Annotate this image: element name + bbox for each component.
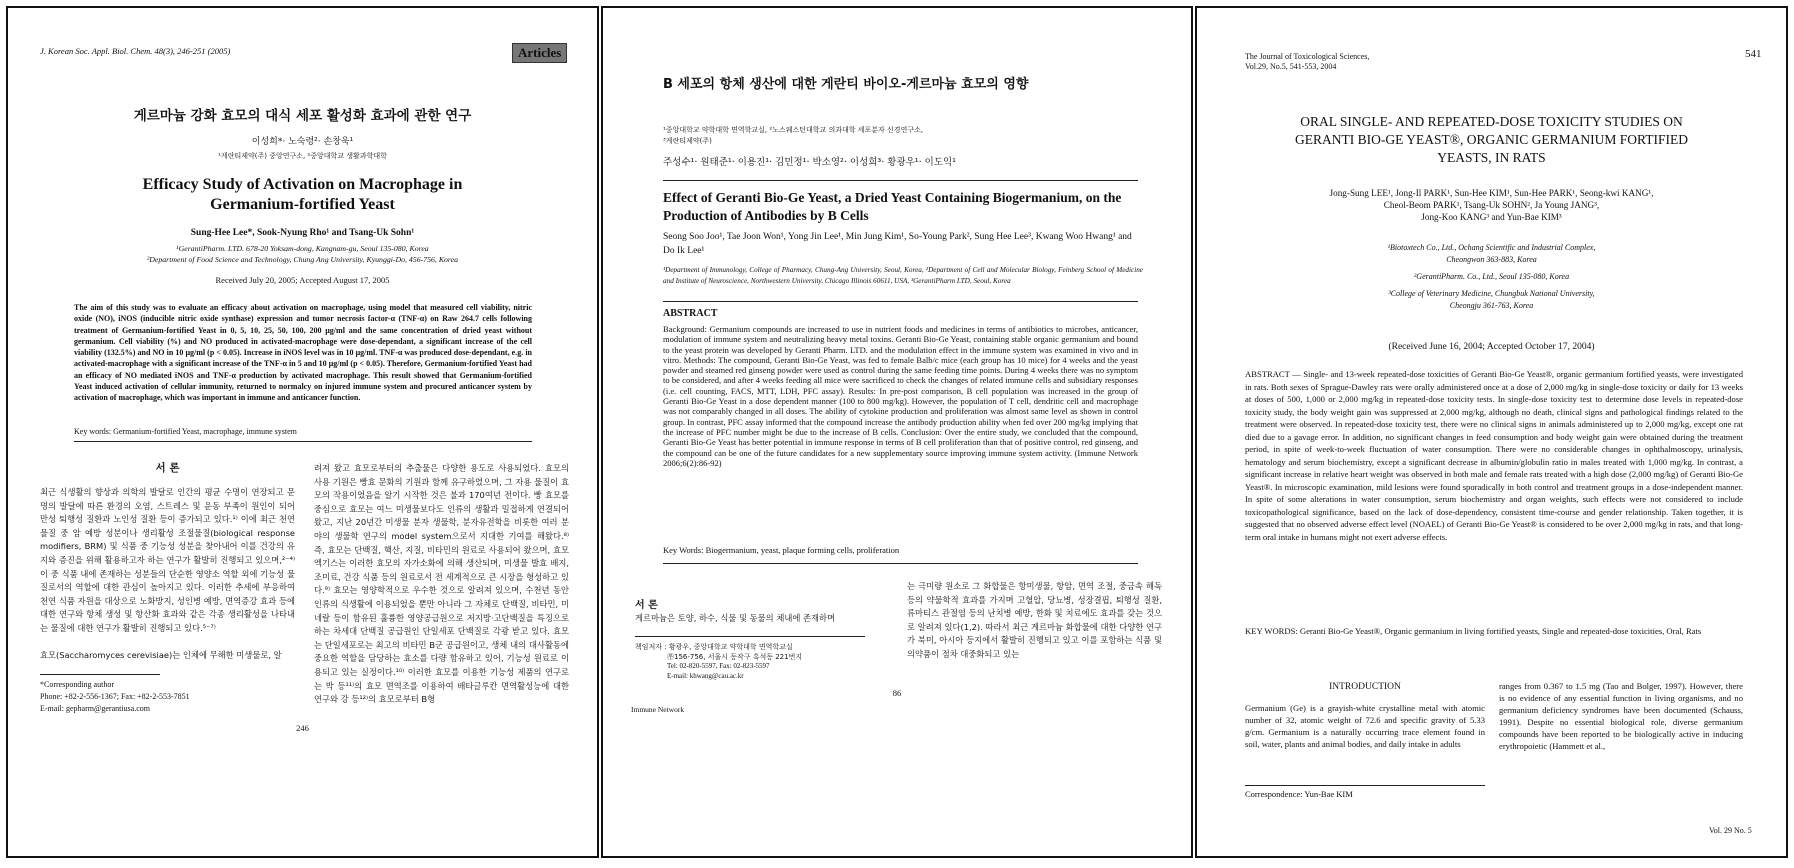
abstract: ABSTRACT — Single- and 13-week repeated-dose toxicities of Geranti Bio-Ge Yeast®, organic germanium fortified yeasts, were investigated in rats. Both sexes of Sprague-Dawley rats were orally administered once at a dose of 2,000 mg/kg in single-dose toxicity or daily for 13 weeks at doses of 500, 1,000 or 2,000 mg/kg in repeated-dose toxicity tests. In single-dose toxicity test to determine dose levels in repeated-dose toxicity study, the body weight gain was suppressed at 2,000 mg/kg, although no death, clinical signs and pathological findings related to the treatment were observed. In repeated-dose toxicity test, there were no clinical signs in animals administered up to 2,000 mg/kg, except one rat died due to a gavage error. In addition, no significant changes in feed consumption and body weight gain were obtained during the treatment period, in spite of week-to-week fluctuation of water consumption. There were no considerable changes in ophthalmoscopy, urinalysis, hematology and serum biochemistry, except a significant decrease in albumin/globulin ratio in males treated with 1,000 mg/kg. In contrast, a significant increase in relative heart weight was observed in both male and female rats treated with a high dose (2,000 mg/kg) of Geranti Bio-Ge Yeast®. In microscopic examination, mild lesions were found sporadically in both control and treatment groups in a dose-independent manner. In spite of some alterations in water consumption, serum biochemistry and organ weights, such effects were not considered to include toxicopathological significance, based on the lack of dose-dependency, consistent time-course and gender relationship. Taken together, it is suggested that no observed adverse effect level (NOAEL) of Geranti Bio-Ge Yeast® is considered to be over 2,000 mg/kg in rats, and that long-term oral intake in humans might not exert adverse effects. — [1245, 369, 1743, 542]
abstract: Background: Germanium compounds are increased to use in nutrient foods and medicines in terms of antibiotics to microbes, anticancer, modulation of immune system and neutralizing heavy metal toxins. Geranti Bio-Ge Yeast, containing stable organic germanium and bound to the yeast protein was developed by Geranti Pharm. LTD. and the modulation effect in the immune system was examined in vivo and in vitro. Methods: The compound, Geranti Bio-Ge Yeast, was fed to female Balb/c mice (each group has 10 mice) for 4 weeks and the yeast powder and steamed red ginseng powder were used as control during the same feeding time points. During 4 weeks there was no symptom to be considered, and after 4 weeks feeding all mice were sacrificed to check the changes of related immune cells and subsidiary responses (i.e. cell counting, FACS, MTT, LDH, PFC assay). Results: In pre-post comparison, B cell population was increased in the group of Geranti Bio-Ge Yeast in a dose dependent manner (100 to 800 mg/kg). However, the population of T cell, dendritic cell and macrophage was not comparably changed in all doses. The ability of cytokine production and proliferation was almost same level as shown in control group. In contrast, PFC assay informed that the compound increase the antibody production ability when fed over 200 mg/kg implying that the increase of PFC number might be due to the increase of B cells. Conclusion: Over the entire study, we concluded that the compound, Geranti Bio-Ge Yeast has better potential in immune response in terms of B cell proliferation than that of positive control, red ginseng, and the compound can be one of the future candidates for a new supplementary source improving immune system activity. (Immune Network 2006;6(2):86-92) — [663, 324, 1138, 468]
footnote-email: E-mail: gepharm@gerantiusa.com — [40, 704, 150, 713]
corresponding-author: 책임저자 : 황광우, 중앙대학교 약학대학 면역학교실 — [635, 643, 793, 651]
body-column-1: 최근 식생활의 향상과 의학의 발달로 인간의 평균 수명이 연장되고 문명의 발달에 따른 환경의 오염, 스트레스 및 운동 부족이 원인이 되어 만성 퇴행성 질환과 노인성 질환 등이 증가되고 있다.¹⁾ 이에 최근 천연물질 중 암 예방 성분이나 생리활성 조절물질(biological response modifiers, BRM) 및 식품 중 기능성 성분을 찾아내어 이를 건강의 유지와 증진을 위해 활용하고자 하는 연구가 활발히 진행되고 있으며,²⁻⁴⁾ 이 중 식품 내에 존재하는 성분들의 단순한 영양소 역할 외에 기능성 물질로서의 역할에 대한 관심이 높아지고 있다. 이러한 추세에 부응하여 천연 식품 자원을 대상으로 노화방지, 성인병 예방, 면역증강 효과 등에 대한 연구와 항체 생성 및 항산화 효과와 같은 각종 생리활성을 나타내는 물질에 대한 연구가 활발히 진행되고 있다.⁵⁻⁷⁾ — [40, 487, 295, 633]
volume-footer: Vol. 29 No. 5 — [1709, 826, 1752, 835]
page-number: 86 — [892, 688, 902, 698]
affiliation-korean-2: ³게란티제약(주) — [663, 137, 712, 145]
authors-line-1: Jong-Sung LEE¹, Jong-Il PARK¹, Sun-Hee KIM¹, Sun-Hee PARK¹, Seong-kwi KANG¹, — [1329, 188, 1654, 198]
title-line-1: ORAL SINGLE- AND REPEATED-DOSE TOXICITY STUDIES ON — [1300, 114, 1683, 129]
affiliation-english-1: ¹GerantiPharm. LTD. 678-20 Yoksam-dong, Kangnam-gu, Seoul 135-080, Korea — [176, 244, 429, 253]
keywords: Key Words: Biogermanium, yeast, plaque forming cells, proliferation — [663, 545, 900, 555]
received-date: (Received June 16, 2004; Accepted October 17, 2004) — [1388, 342, 1595, 352]
affiliation-korean-1: ¹중앙대학교 약학대학 면역학교실, ²노스웨스턴대학교 의과대학 세포분자 신경연구소, — [663, 126, 924, 134]
affiliation-english: ¹Department of Immunology, College of Pharmacy, Chung-Ang University, Seoul, Korea, ²Department of Cell and Molecular Biology, Feinberg School of Medicine and Institute of Neuroscience, Northwestern University, Chicago Illinois 60611, USA, ³GerantiPharm LTD, Seoul, Korea — [663, 266, 1143, 285]
title-korean: B 세포의 항체 생산에 대한 게란티 바이오-게르마늄 효모의 영향 — [663, 77, 1029, 92]
body-column-1: 게르마늄은 토양, 하수, 식물 및 동물의 체내에 존재하며 — [635, 613, 836, 623]
journal-name: The Journal of Toxicological Sciences, — [1245, 52, 1370, 61]
authors-line-3: Jong-Koo KANG³ and Yun-Bae KIM³ — [1421, 212, 1562, 222]
affiliation-korean: ¹게란티제약(주) 중앙연구소, ²중앙대학교 생활과학대학 — [218, 152, 387, 160]
page-number: 541 — [1745, 48, 1762, 60]
authors-line-2: Cheol-Beom PARK¹, Tsang-Uk SOHN², Ja Young JANG³, — [1383, 200, 1600, 210]
articles-badge: Articles — [512, 43, 567, 63]
corresponding-email: E-mail: khwang@cau.ac.kr — [667, 672, 744, 680]
introduction-heading: INTRODUCTION — [1329, 682, 1401, 692]
keywords: KEY WORDS: Geranti Bio-Ge Yeast®, Organic germanium in living fortified yeasts, Single and repeated-dose toxicities, Oral, Rats — [1245, 626, 1702, 636]
keywords: Key words: Germanium-fortified Yeast, macrophage, immune system — [74, 427, 297, 436]
body-column-1-tail: 효모(Saccharomyces cerevisiae)는 인체에 무해한 미생물로, 알 — [40, 650, 282, 660]
title-korean: 게르마늄 강화 효모의 대식 세포 활성화 효과에 관한 연구 — [133, 108, 472, 124]
correspondence: Correspondence: Yun-Bae KIM — [1245, 789, 1353, 799]
paper-page-1 — [6, 6, 599, 858]
divider — [663, 180, 1138, 181]
affiliation-2: ²GerantiPharm. Co., Ltd., Seoul 135-080, Korea — [1413, 272, 1570, 281]
footnote-rule — [635, 636, 865, 637]
title-line-2: GERANTI BIO-GE YEAST®, ORGANIC GERMANIUM FORTIFIED — [1295, 132, 1688, 147]
divider — [74, 441, 532, 442]
body-column-1: Germanium (Ge) is a grayish-white crystalline metal with atomic number of 32, atomic weight of 72.6 and specific gravity of 5.33 g/cm. Germanium is a naturally occurring trace element found in soil, water, plants and animal bodies, and daily intake in adults — [1245, 703, 1485, 749]
divider — [663, 301, 1138, 302]
journal-volume: Vol.29, No.5, 541-553, 2004 — [1245, 62, 1337, 71]
received-date: Received July 20, 2005; Accepted August 17, 2005 — [215, 275, 390, 285]
section-heading-intro: 서 론 — [635, 600, 658, 611]
affiliation-english-2: ²Department of Food Science and Technology, Chung Ang University, Kyunggi-Do, 456-756, Korea — [146, 255, 459, 264]
title-english-line-1: Efficacy Study of Activation on Macrophage in — [142, 176, 463, 193]
authors-korean: 이성희*· 노숙령²· 손창욱¹ — [251, 137, 354, 147]
journal-citation: J. Korean Soc. Appl. Biol. Chem. 48(3), 246-251 (2005) — [40, 46, 231, 56]
title-line-3: YEASTS, IN RATS — [1437, 150, 1546, 165]
section-heading-intro: 서 론 — [155, 462, 180, 474]
title-english: Effect of Geranti Bio-Ge Yeast, a Dried Yeast Containing Biogermanium, on the Production of Antibodies by B Cells — [663, 190, 1122, 223]
footnote-phone: Phone: +82-2-556-1367; Fax: +82-2-553-7851 — [40, 692, 190, 701]
abstract-heading: ABSTRACT — [663, 308, 718, 319]
authors-korean: 주성수¹· 원태준¹· 이용진¹· 김민정¹· 박소영²· 이성희³· 황광우¹· 이도익¹ — [663, 157, 956, 168]
divider — [663, 563, 1138, 564]
body-column-2: ranges from 0.367 to 1.5 mg (Tao and Bolger, 1997). However, there is no evidence of any essential function in living organisms, and no germanium deficiency syndromes have been documented (Schauss, 1991). Despite no essential biological role, diverse germanium compounds have been reported to be biologically active in inducing erythropoietic (Hammett et al., — [1499, 681, 1743, 751]
footnote-rule — [40, 674, 160, 675]
body-column-2: 려져 왔고 효모로부터의 추출물은 다양한 용도로 사용되었다. 효모의 사용 기원은 빵효 문화의 기원과 함께 유구하였으며, 그 자용 물질이 효모의 작용이었음을 알기 시작한 것은 불과 170여년 전이다. 빵 효모를 중심으로 효모는 여느 미생물보다도 인류의 생활과 밀접하게 연결되어 왔고, 지난 20년간 미생물 분자 생물학, 분자유전학을 비롯한 여러 분야의 생물학 연구의 model system으로서 지대한 기여를 해왔다.⁸⁾ 즉, 효모는 단백질, 핵산, 지질, 비타민의 원료로 사용되어 왔으며, 효모 엑기스는 이러한 효모의 자가소화에 의해 생산되며, 미생물 발효 배지, 조미료, 건강 식품 등의 원료로서 전 세계적으로 큰 시장을 형성하고 있다.⁹⁾ 효모는 영양학적으로 우수한 것으로 알려져 있으며, 수천년 동안 인류의 식생활에 이용되었을 뿐만 아니라 그 자체로 단백질, 비타민, 미네랄 등이 함유된 훌륭한 영양공급원으로 저지방·고단백질을 특징으로 하는 차세대 단백질 공급원인 단일세포 단백질로 각광 받고 있다. 효모는 단일세포로는 최고의 비타민 B군 공급원이고, 생체 내의 대사활동에 중요한 역할을 담당하는 효소를 다량 함유하고 있어, 기능성 원료로 이용되고 있는 실정이다.¹⁰⁾ 이러한 효모를 이용한 기능성 제품의 연구로는 박 등¹¹⁾의 효모 면역조를 이용하여 배타글루칸 면역활성능에 대한 연구와 강 등¹²⁾의 효모로부터 B형 — [314, 463, 569, 705]
paper-page-2 — [601, 6, 1193, 858]
footnote-corresponding: *Corresponding author — [40, 680, 114, 689]
authors-english: Seong Soo Joo¹, Tae Joon Won¹, Yong Jin Lee¹, Min Jung Kim¹, So-Young Park², Sung Hee Lee³, Kwang Woo Hwang¹ and Do Ik Lee¹ — [663, 232, 1132, 256]
authors-english: Sung-Hee Lee*, Sook-Nyung Rho¹ and Tsang-Uk Sohn¹ — [190, 228, 415, 238]
affiliation-3b: Cheongju 361-763, Korea — [1449, 301, 1534, 310]
journal-footer: Immune Network — [631, 705, 685, 714]
footnote-rule — [1245, 785, 1485, 786]
corresponding-address: ㉾156-756, 서울시 동작구 흑석동 221번지 — [667, 653, 803, 661]
page-number: 246 — [296, 723, 309, 733]
affiliation-1: ¹Biotoxtech Co., Ltd., Ochang Scientific and Industrial Complex, — [1387, 243, 1596, 252]
paper-page-3 — [1195, 6, 1788, 858]
affiliation-3: ³College of Veterinary Medicine, Chungbuk National University, — [1388, 289, 1595, 298]
title-english-line-2: Germanium-fortified Yeast — [210, 196, 395, 213]
abstract: The aim of this study was to evaluate an efficacy about activation on macrophage, using model that measured cell viability, nitric oxide (NO), iNOS (inducible nitric oxide synthase) expression and tumor necrosis factor-α (TNF-α) on Raw 264.7 cells following treatment of Germanium-fortified Yeast in 0, 5, 10, 25, 50, 100, 200 μg/ml and the same concentration of dried yeast without germanium. Cell viability (%) and NO produced in activated-macrophage were dose-dependant, a significant increase of the cell viability (132.5%) and NO in 10 μg/ml (p < 0.05). Increase in iNOS level was in 10 μg/ml. TNF-α was produced dose-dependant, e.g. in activated-macrophage with a significant increase of the TNF-α in 5 and 10 μg/ml (p < 0.05). Therefore, Germanium-fortified Yeast had an efficacy of NO mediated iNOS and TNF-α production by activated macrophage. This result showed that Germanium-fortified Yeast induced activation of cellular immunity, returned to normalcy on injured immune system and procured anticancer system by activation of macrophage, which was important in immune and anticancer function. — [74, 303, 532, 403]
affiliation-1b: Cheongwon 363-883, Korea — [1446, 255, 1537, 264]
corresponding-phone: Tel: 02-820-5597, Fax: 02-823-5597 — [667, 662, 770, 670]
body-column-2: 는 극미량 원소로 그 화합물은 항미생물, 항암, 면역 조절, 중금속 해독 등의 약물학적 효과를 가지며 고혈압, 당뇨병, 성장결핍, 퇴행성 질환, 류마티스 관절염 등의 난치병 예방, 한화 및 치료에도 효과를 갖는 것으로 알려져 있다(1,2). 따라서 최근 게르마늄 화합물에 대한 다양한 연구가 북미, 아시아 등지에서 활발히 진행되고 있고 이를 포함하는 식품 및 의약품이 점차 대중화되고 있는 — [907, 581, 1162, 659]
